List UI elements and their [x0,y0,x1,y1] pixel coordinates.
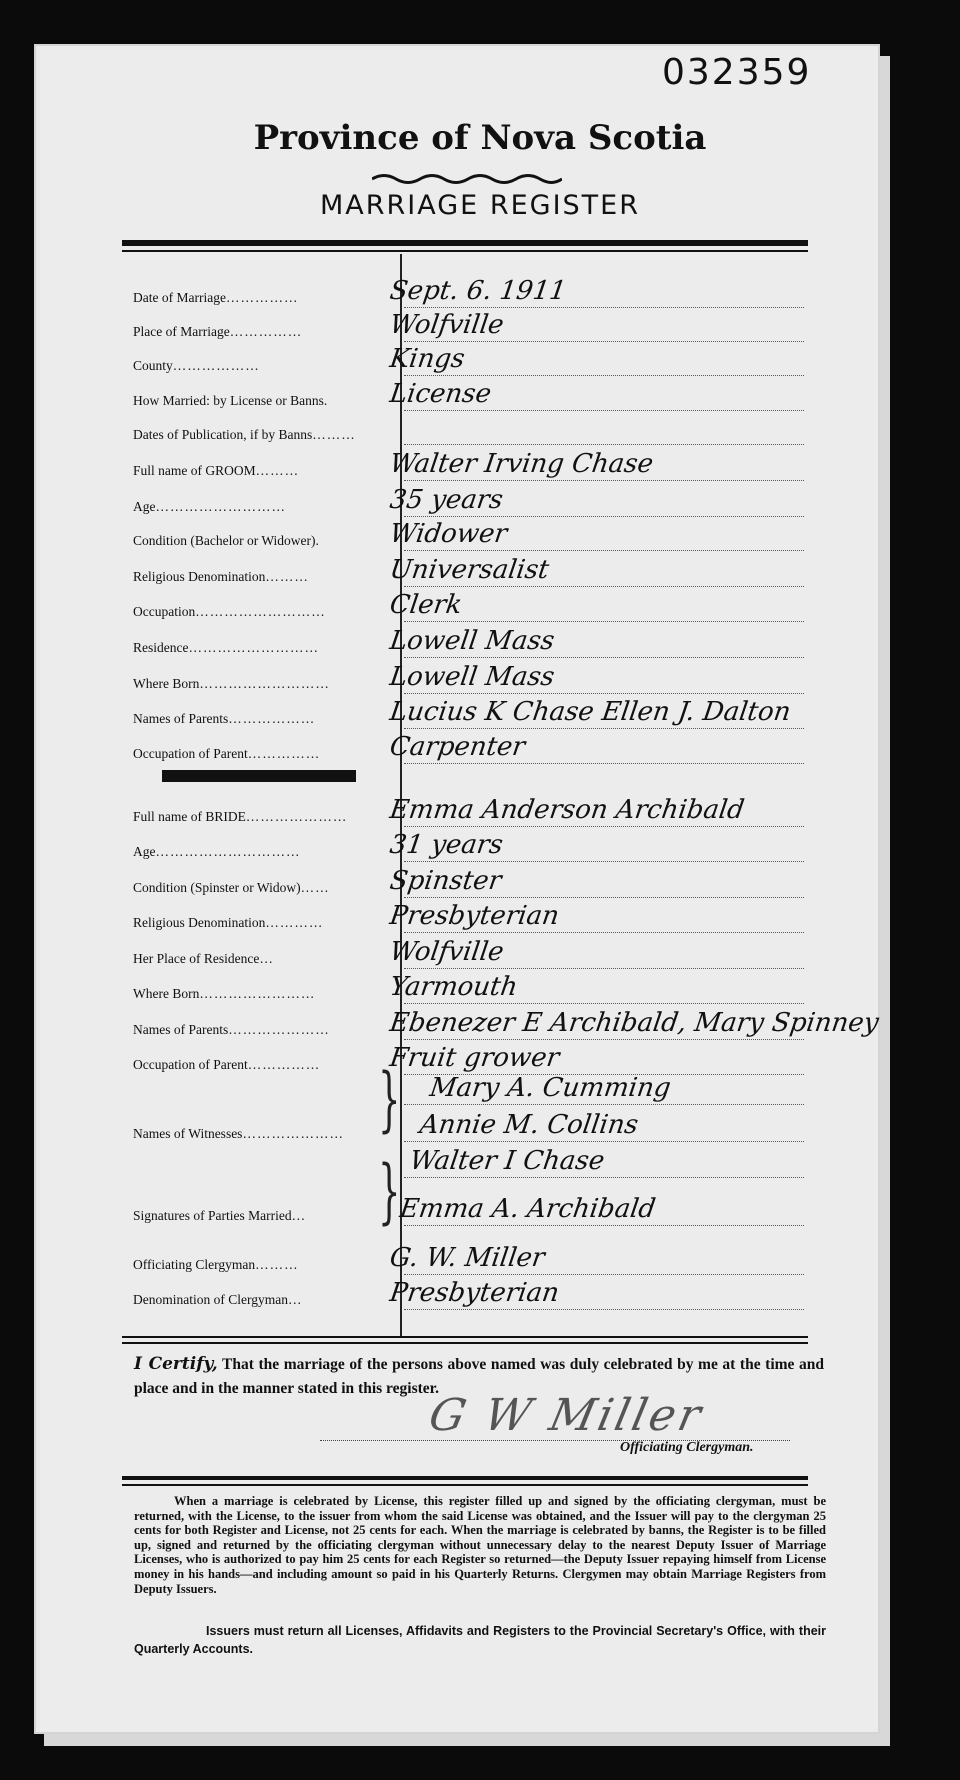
groom-label: Occupation of Parent…………… [133,746,321,761]
bride-row-names-of-parents [0,1010,960,1040]
form-subtitle: MARRIAGE REGISTER [320,190,640,221]
witness-1-value: Mary A. Cumming [427,1073,673,1103]
groom-row-full-name-of-groom [0,451,960,481]
clergy-label: Denomination of Clergyman… [133,1292,303,1307]
bride-row-occupation-of-parent [0,1045,960,1075]
groom-label: Where Born……………………… [133,676,330,691]
groom-value: License [387,379,494,409]
bride-label: Occupation of Parent…………… [133,1057,321,1072]
groom-value: Universalist [387,555,551,585]
groom-value: Carpenter [387,732,527,762]
header-rule [122,240,808,246]
groom-row-place-of-marriage [0,312,960,342]
bride-label: Her Place of Residence… [133,951,274,966]
form-title: Province of Nova Scotia [253,118,707,158]
groom-label: Full name of GROOM……… [133,463,300,478]
bride-label: Full name of BRIDE………………… [133,809,348,824]
issuers-notice: Issuers must return all Licenses, Affidavits and Registers to the Provincial Secretary's Office, with their Quarterly Accounts. [134,1624,826,1656]
groom-row-where-born [0,664,960,694]
witness-2 [0,1112,960,1142]
clergy-value: Presbyterian [387,1278,561,1308]
footer-rule-thin [122,1484,808,1486]
groom-row-residence [0,628,960,658]
bride-row-full-name-of-bride [0,797,960,827]
witnesses-label: Names of Witnesses………………… [133,1126,344,1141]
bride-value: Fruit grower [387,1043,562,1073]
body-end-rule-2 [122,1342,808,1344]
clergy-label: Officiating Clergyman……… [133,1257,299,1272]
groom-label: Occupation……………………… [133,604,326,619]
witnesses-brace: } [378,1058,401,1140]
signatures-brace: } [378,1150,401,1232]
bride-row-her-place-of-residence [0,939,960,969]
clergy-row-denomination-of-clergyman [0,1280,960,1310]
bride-label: Where Born…………………… [133,986,316,1001]
certify-body: That the marriage of the persons above named was duly celebrated by me at the time and place and in the manner stated in this register. [134,1356,824,1397]
bride-row-age [0,832,960,862]
signature-bride [0,1196,960,1226]
groom-row-dates-of-publication-if-by-banns [0,415,960,445]
signature-groom [0,1148,960,1178]
signature-caption: Officiating Clergyman. [620,1440,754,1455]
bride-value: 31 years [387,830,505,860]
certify-lead: I Certify, [134,1354,218,1374]
bride-value: Emma Anderson Archibald [387,795,747,825]
bride-label: Condition (Spinster or Widow)…… [133,880,330,895]
bride-row-condition-spinster-or-widow [0,868,960,898]
groom-label: Date of Marriage…………… [133,290,299,305]
groom-row-how-married-by-license-or-banns [0,381,960,411]
groom-label: Names of Parents……………… [133,711,316,726]
document-number: 032359 [662,52,812,93]
bride-row-religious-denomination [0,903,960,933]
bride-label: Names of Parents………………… [133,1022,330,1037]
signature-groom-value: Walter I Chase [407,1146,607,1176]
groom-value: Lowell Mass [387,626,557,656]
groom-label: Residence……………………… [133,640,319,655]
groom-value: Clerk [387,590,464,620]
groom-row-religious-denomination [0,557,960,587]
groom-label: Place of Marriage…………… [133,324,303,339]
groom-row-names-of-parents [0,699,960,729]
witness-1 [0,1075,960,1105]
body-end-rule [122,1336,808,1338]
groom-value: Wolfville [387,310,506,340]
groom-value: 35 years [387,485,505,515]
groom-row-date-of-marriage [0,278,960,308]
groom-label: County……………… [133,358,260,373]
bride-value: Yarmouth [387,972,520,1002]
bride-value: Wolfville [387,937,506,967]
groom-row-county [0,346,960,376]
groom-label: Dates of Publication, if by Banns……… [133,427,356,442]
groom-value: Lucius K Chase Ellen J. Dalton [387,697,793,727]
groom-row-occupation [0,592,960,622]
clergyman-signature: G W Miller [424,1390,709,1441]
bride-label: Religious Denomination………… [133,915,324,930]
groom-label: Age……………………… [133,499,286,514]
groom-row-condition-bachelor-or-widower [0,521,960,551]
header-rule-thin [122,250,808,252]
clergy-row-officiating-clergyman [0,1245,960,1275]
bride-label: Age………………………… [133,844,301,859]
decorative-wave [372,172,562,186]
bride-value: Ebenezer E Archibald, Mary Spinney [387,1008,881,1038]
bride-value: Spinster [387,866,504,896]
section-divider-bar [162,770,356,782]
groom-value: Walter Irving Chase [387,449,656,479]
groom-value: Sept. 6. 1911 [387,276,569,306]
groom-label: How Married: by License or Banns. [133,393,329,408]
groom-row-age [0,487,960,517]
groom-row-occupation-of-parent [0,734,960,764]
signature-bride-value: Emma A. Archibald [397,1194,658,1224]
instructions-notice: When a marriage is celebrated by License, this register filled up and signed by the officiating clergyman, must be returned, with the License, to the issuer from whom the said License was obtained, and the Issuer will pay to the clergyman 25 cents for both Register and License, not 25 cents for each. When the marriage is celebrated by banns, the Register is to be filled up, signed and returned by the officiating clergyman without unnecessary delay to the nearest Deputy Issuer of Marriage Licenses, who is authorized to pay him 25 cents for each Register so returned—the Deputy Issuer repaying himself from License money in his hands—and including amount so paid in his Quarterly Returns. Clergymen may obtain Marriage Registers from Deputy Issuers. [134,1494,826,1596]
bride-value: Presbyterian [387,901,561,931]
groom-value: Lowell Mass [387,662,557,692]
footer-rule [122,1476,808,1480]
groom-value: Kings [387,344,467,374]
groom-label: Condition (Bachelor or Widower). [133,533,320,548]
clergy-value: G. W. Miller [387,1243,547,1273]
bride-row-where-born [0,974,960,1004]
groom-value: Widower [387,519,510,549]
signatures-label: Signatures of Parties Married… [133,1208,307,1223]
groom-label: Religious Denomination……… [133,569,309,584]
witness-2-value: Annie M. Collins [417,1110,641,1140]
